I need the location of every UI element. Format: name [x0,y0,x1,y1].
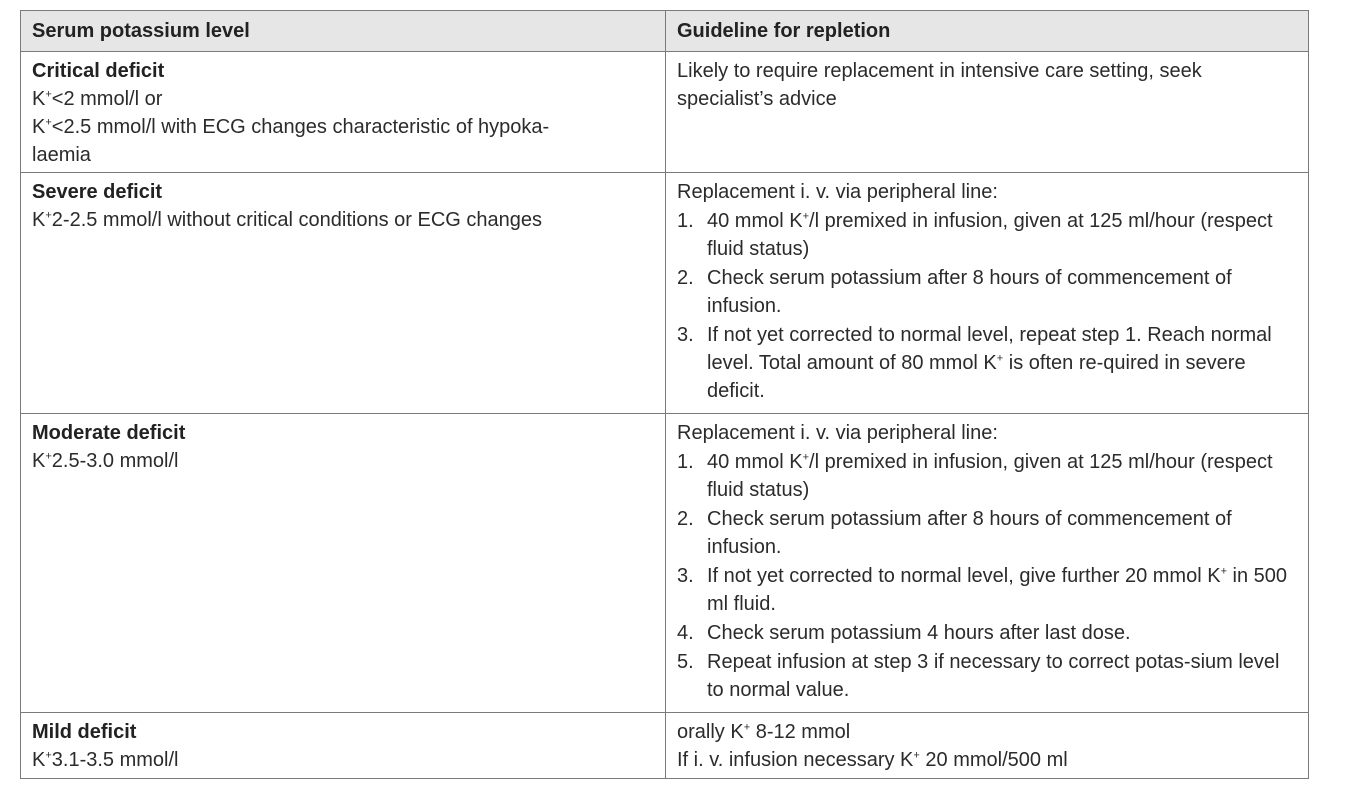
text-run: laemia [32,144,91,166]
potassium-repletion-table [20,10,1309,779]
text-run: /l premixed in infusion, given at 125 ml/hour (respect fluid status) [707,210,1273,260]
text-line [32,85,655,113]
step-number: 4. [677,622,694,644]
step-text [707,562,1298,618]
text-run: If not yet corrected to normal level, repeat step 1. Reach normal level. Total amount of 80 mmol K [707,324,1272,374]
text-run: If i. v. infusion necessary K [677,749,914,771]
text-run: Check serum potassium after 8 hours of commencement of infusion. [707,508,1232,558]
list-item [677,264,1298,320]
step-number: 3. [677,324,694,346]
text-line [677,746,1298,774]
text-run: 2-2.5 mmol/l without critical conditions or ECG changes [51,209,542,231]
text-run: Check serum potassium after 8 hours of commencement of infusion. [707,267,1232,317]
superscript-charge: + [1220,565,1227,578]
text-run: K [32,88,46,110]
text-run: <2 mmol/l or [51,88,163,110]
text-run: Repeat infusion at step 3 if necessary to correct potas-sium level to normal value. [707,651,1280,701]
text-run: 2.5-3.0 mmol/l [51,450,179,472]
severe-guideline-intro: Replacement i. v. via peripheral line: [677,181,998,203]
text-run: /l premixed in infusion, given at 125 ml/hour (respect fluid status) [707,451,1273,501]
text-run: 40 mmol K [707,451,803,473]
list-item [677,648,1298,704]
text-line [32,206,655,234]
mild-guideline-lines [677,718,1298,774]
text-run: 3.1-3.5 mmol/l [51,749,179,771]
list-item [677,562,1298,618]
table-row-moderate [21,414,1309,713]
step-number: 2. [677,267,694,289]
moderate-steps-list [677,448,1298,704]
list-item [677,505,1298,561]
critical-level-cell [21,52,666,173]
critical-guideline-cell [666,52,1309,173]
severe-steps-list [677,207,1298,405]
step-text [707,505,1298,561]
text-run: orally K [677,721,744,743]
step-number: 5. [677,651,694,673]
text-line [32,447,655,475]
table-row-mild [21,713,1309,779]
table-row-severe [21,173,1309,414]
superscript-charge: + [45,116,52,129]
text-run: 40 mmol K [707,210,803,232]
moderate-guideline-intro: Replacement i. v. via peripheral line: [677,422,998,444]
moderate-level-lines [32,447,655,475]
text-run: K [32,749,46,771]
text-line [32,746,655,774]
text-run: is often re-quired in severe deficit. [707,352,1246,402]
critical-title: Critical deficit [32,60,165,82]
list-item [677,619,1298,647]
severe-title: Severe deficit [32,181,163,203]
superscript-charge: + [45,749,52,762]
step-number: 2. [677,508,694,530]
step-text [707,264,1298,320]
superscript-charge: + [802,210,810,223]
text-line [677,718,1298,746]
text-line [32,141,655,169]
mild-level-lines [32,746,655,774]
superscript-charge: + [45,209,52,222]
header-serum-level: Serum potassium level [21,11,666,52]
table-row-critical [21,52,1309,173]
step-number: 1. [677,451,694,473]
mild-guideline-cell [666,713,1309,779]
table-header-row [21,11,1309,52]
mild-level-cell [21,713,666,779]
critical-level-lines [32,85,655,169]
step-text [707,448,1298,504]
superscript-charge: + [802,451,810,464]
step-number: 1. [677,210,694,232]
superscript-charge: + [743,721,751,734]
superscript-charge: + [913,749,920,762]
step-text [707,619,1298,647]
severe-level-lines [32,206,655,234]
moderate-title: Moderate deficit [32,422,186,444]
text-run: K [32,116,46,138]
mild-title: Mild deficit [32,721,137,743]
text-run: Check serum potassium 4 hours after last dose. [707,622,1131,644]
list-item [677,448,1298,504]
step-text [707,648,1298,704]
step-text [707,321,1298,405]
text-run: K [32,209,46,231]
text-run: <2.5 mmol/l with ECG changes characteristic of hypoka- [51,116,550,138]
text-line [32,113,655,141]
superscript-charge: + [45,88,52,101]
header-guideline: Guideline for repletion [666,11,1309,52]
text-run: 8-12 mmol [750,721,851,743]
text-run: 20 mmol/500 ml [919,749,1068,771]
moderate-level-cell [21,414,666,713]
moderate-guideline-cell [666,414,1309,713]
severe-level-cell [21,173,666,414]
text-run: K [32,450,46,472]
critical-guideline-text: Likely to require replacement in intensive care setting, seek specialist’s advice [677,60,1202,110]
list-item [677,207,1298,263]
list-item [677,321,1298,405]
superscript-charge: + [45,450,52,463]
step-number: 3. [677,565,694,587]
superscript-charge: + [996,352,1004,365]
text-run: If not yet corrected to normal level, give further 20 mmol K [707,565,1221,587]
severe-guideline-cell [666,173,1309,414]
text-run: in 500 ml fluid. [707,565,1288,615]
step-text [707,207,1298,263]
